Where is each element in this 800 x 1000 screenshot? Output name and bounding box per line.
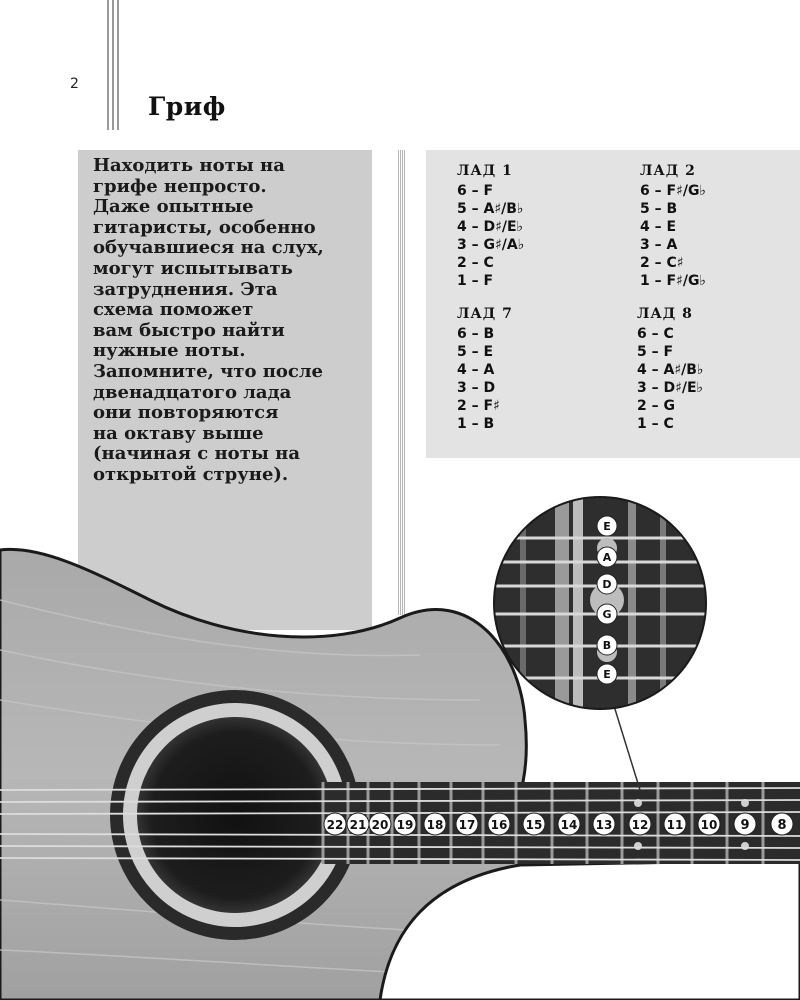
string-note-entry: 1 – B <box>457 416 495 432</box>
fret-number-marker <box>664 813 686 835</box>
fret-table-7 <box>457 305 513 433</box>
fret-number-marker <box>523 813 545 835</box>
fret-number-marker <box>347 813 369 835</box>
fret-table-header: ЛАД 1 <box>457 163 513 179</box>
fret-number-label: 10 <box>700 818 718 832</box>
fret-number-marker <box>488 813 510 835</box>
string-note-entry: 6 – C <box>637 326 674 342</box>
intro-line: обучавшиеся на слух, <box>93 237 324 259</box>
fret-number-label: 12 <box>631 818 649 832</box>
fret-table-1 <box>457 162 524 290</box>
fret-table-header: ЛАД 2 <box>640 163 696 179</box>
string-note-entry: 4 – D♯/E♭ <box>457 219 524 235</box>
fret-number-label: 13 <box>595 818 613 832</box>
string-note-entry: 2 – G <box>637 398 675 414</box>
intro-line: Даже опытные <box>93 196 254 218</box>
fret-number-label: 21 <box>349 818 367 832</box>
fret-number-label: 8 <box>777 818 787 833</box>
open-string-note-label: E <box>603 520 611 533</box>
fret-number-label: 19 <box>396 818 414 832</box>
fret-number-marker <box>394 813 416 835</box>
page-title: Гриф <box>148 92 226 121</box>
intro-line: на октаву выше <box>93 422 264 444</box>
sound-hole <box>137 717 333 913</box>
intro-line: Находить ноты на <box>93 155 285 176</box>
string-note-entry: 2 – F♯ <box>457 398 500 414</box>
fret-number-marker <box>734 813 756 835</box>
fret-number-marker <box>324 813 346 835</box>
fret-table-2 <box>640 162 706 290</box>
intro-line: (начиная с ноты на <box>93 443 300 465</box>
intro-line: затруднения. Эта <box>93 278 278 300</box>
fret-number-marker <box>698 813 720 835</box>
string-note-entry: 5 – F <box>637 344 674 360</box>
fret-number-label: 16 <box>490 818 508 832</box>
string-note-entry: 4 – A <box>457 362 495 378</box>
open-string-note-marker <box>597 604 617 624</box>
string-note-entry: 1 – F <box>457 273 494 289</box>
fret-number-label: 18 <box>426 818 444 832</box>
open-string-note-label: D <box>602 578 612 591</box>
intro-line: вам быстро найти <box>93 319 285 341</box>
string-note-entry: 5 – E <box>457 344 494 360</box>
string-note-entry: 3 – A <box>640 237 678 253</box>
string-note-entry: 6 – F <box>457 183 494 199</box>
fret-number-marker <box>593 813 615 835</box>
fret-number-marker <box>771 813 793 835</box>
string-note-entry: 4 – A♯/B♭ <box>637 362 704 378</box>
string-note-entry: 3 – G♯/A♭ <box>457 237 525 253</box>
string-note-entry: 2 – C♯ <box>640 255 684 271</box>
open-string-note-marker <box>597 664 617 684</box>
open-string-note-marker <box>597 574 617 594</box>
fret-number-marker <box>558 813 580 835</box>
string-note-entry: 3 – D♯/E♭ <box>637 380 704 396</box>
open-string-note-marker <box>597 547 617 567</box>
string-note-entry: 1 – C <box>637 416 674 432</box>
intro-paragraph <box>93 156 363 486</box>
intro-line: они повторяются <box>93 402 279 424</box>
fret-number-label: 14 <box>560 818 578 832</box>
intro-line: гитаристы, особенно <box>93 216 316 238</box>
fret-number-label: 20 <box>371 818 389 832</box>
open-string-note-marker <box>597 516 617 536</box>
fret-table-8 <box>637 305 704 433</box>
fret-number-marker <box>456 813 478 835</box>
string-note-entry: 1 – F♯/G♭ <box>640 273 707 289</box>
fret-table-header: ЛАД 7 <box>457 306 513 322</box>
fret-number-marker <box>424 813 446 835</box>
intro-line: двенадцатого лада <box>93 381 292 403</box>
string-note-entry: 6 – B <box>457 326 495 342</box>
string-note-entry: 3 – D <box>457 380 496 396</box>
intro-line: открытой струне). <box>93 463 289 485</box>
intro-line: схема поможет <box>93 299 254 321</box>
string-note-entry: 2 – C <box>457 255 494 271</box>
string-note-entry: 4 – E <box>640 219 677 235</box>
fret-number-label: 22 <box>326 818 344 832</box>
intro-line: Запомните, что после <box>93 360 324 382</box>
intro-line: могут испытывать <box>93 257 293 279</box>
string-note-entry: 5 – A♯/B♭ <box>457 201 524 217</box>
open-string-note-label: B <box>602 639 612 652</box>
string-note-entry: 5 – B <box>640 201 678 217</box>
fret-number-label: 11 <box>666 818 684 832</box>
string-note-entry: 6 – F♯/G♭ <box>640 183 707 199</box>
fret-number-marker <box>369 813 391 835</box>
intro-line: грифе непросто. <box>93 175 267 197</box>
fret-number-label: 17 <box>458 818 476 832</box>
fret-number-label: 15 <box>525 818 543 832</box>
open-string-note-label: G <box>602 608 612 621</box>
fret-number-label: 9 <box>740 818 750 833</box>
open-string-note-label: E <box>603 668 611 681</box>
open-string-note-label: A <box>602 551 612 564</box>
fret-table-header: ЛАД 8 <box>637 306 693 322</box>
fret-number-marker <box>629 813 651 835</box>
page-number: 2 <box>70 76 79 92</box>
intro-line: нужные ноты. <box>93 340 246 362</box>
open-string-note-marker <box>597 635 617 655</box>
